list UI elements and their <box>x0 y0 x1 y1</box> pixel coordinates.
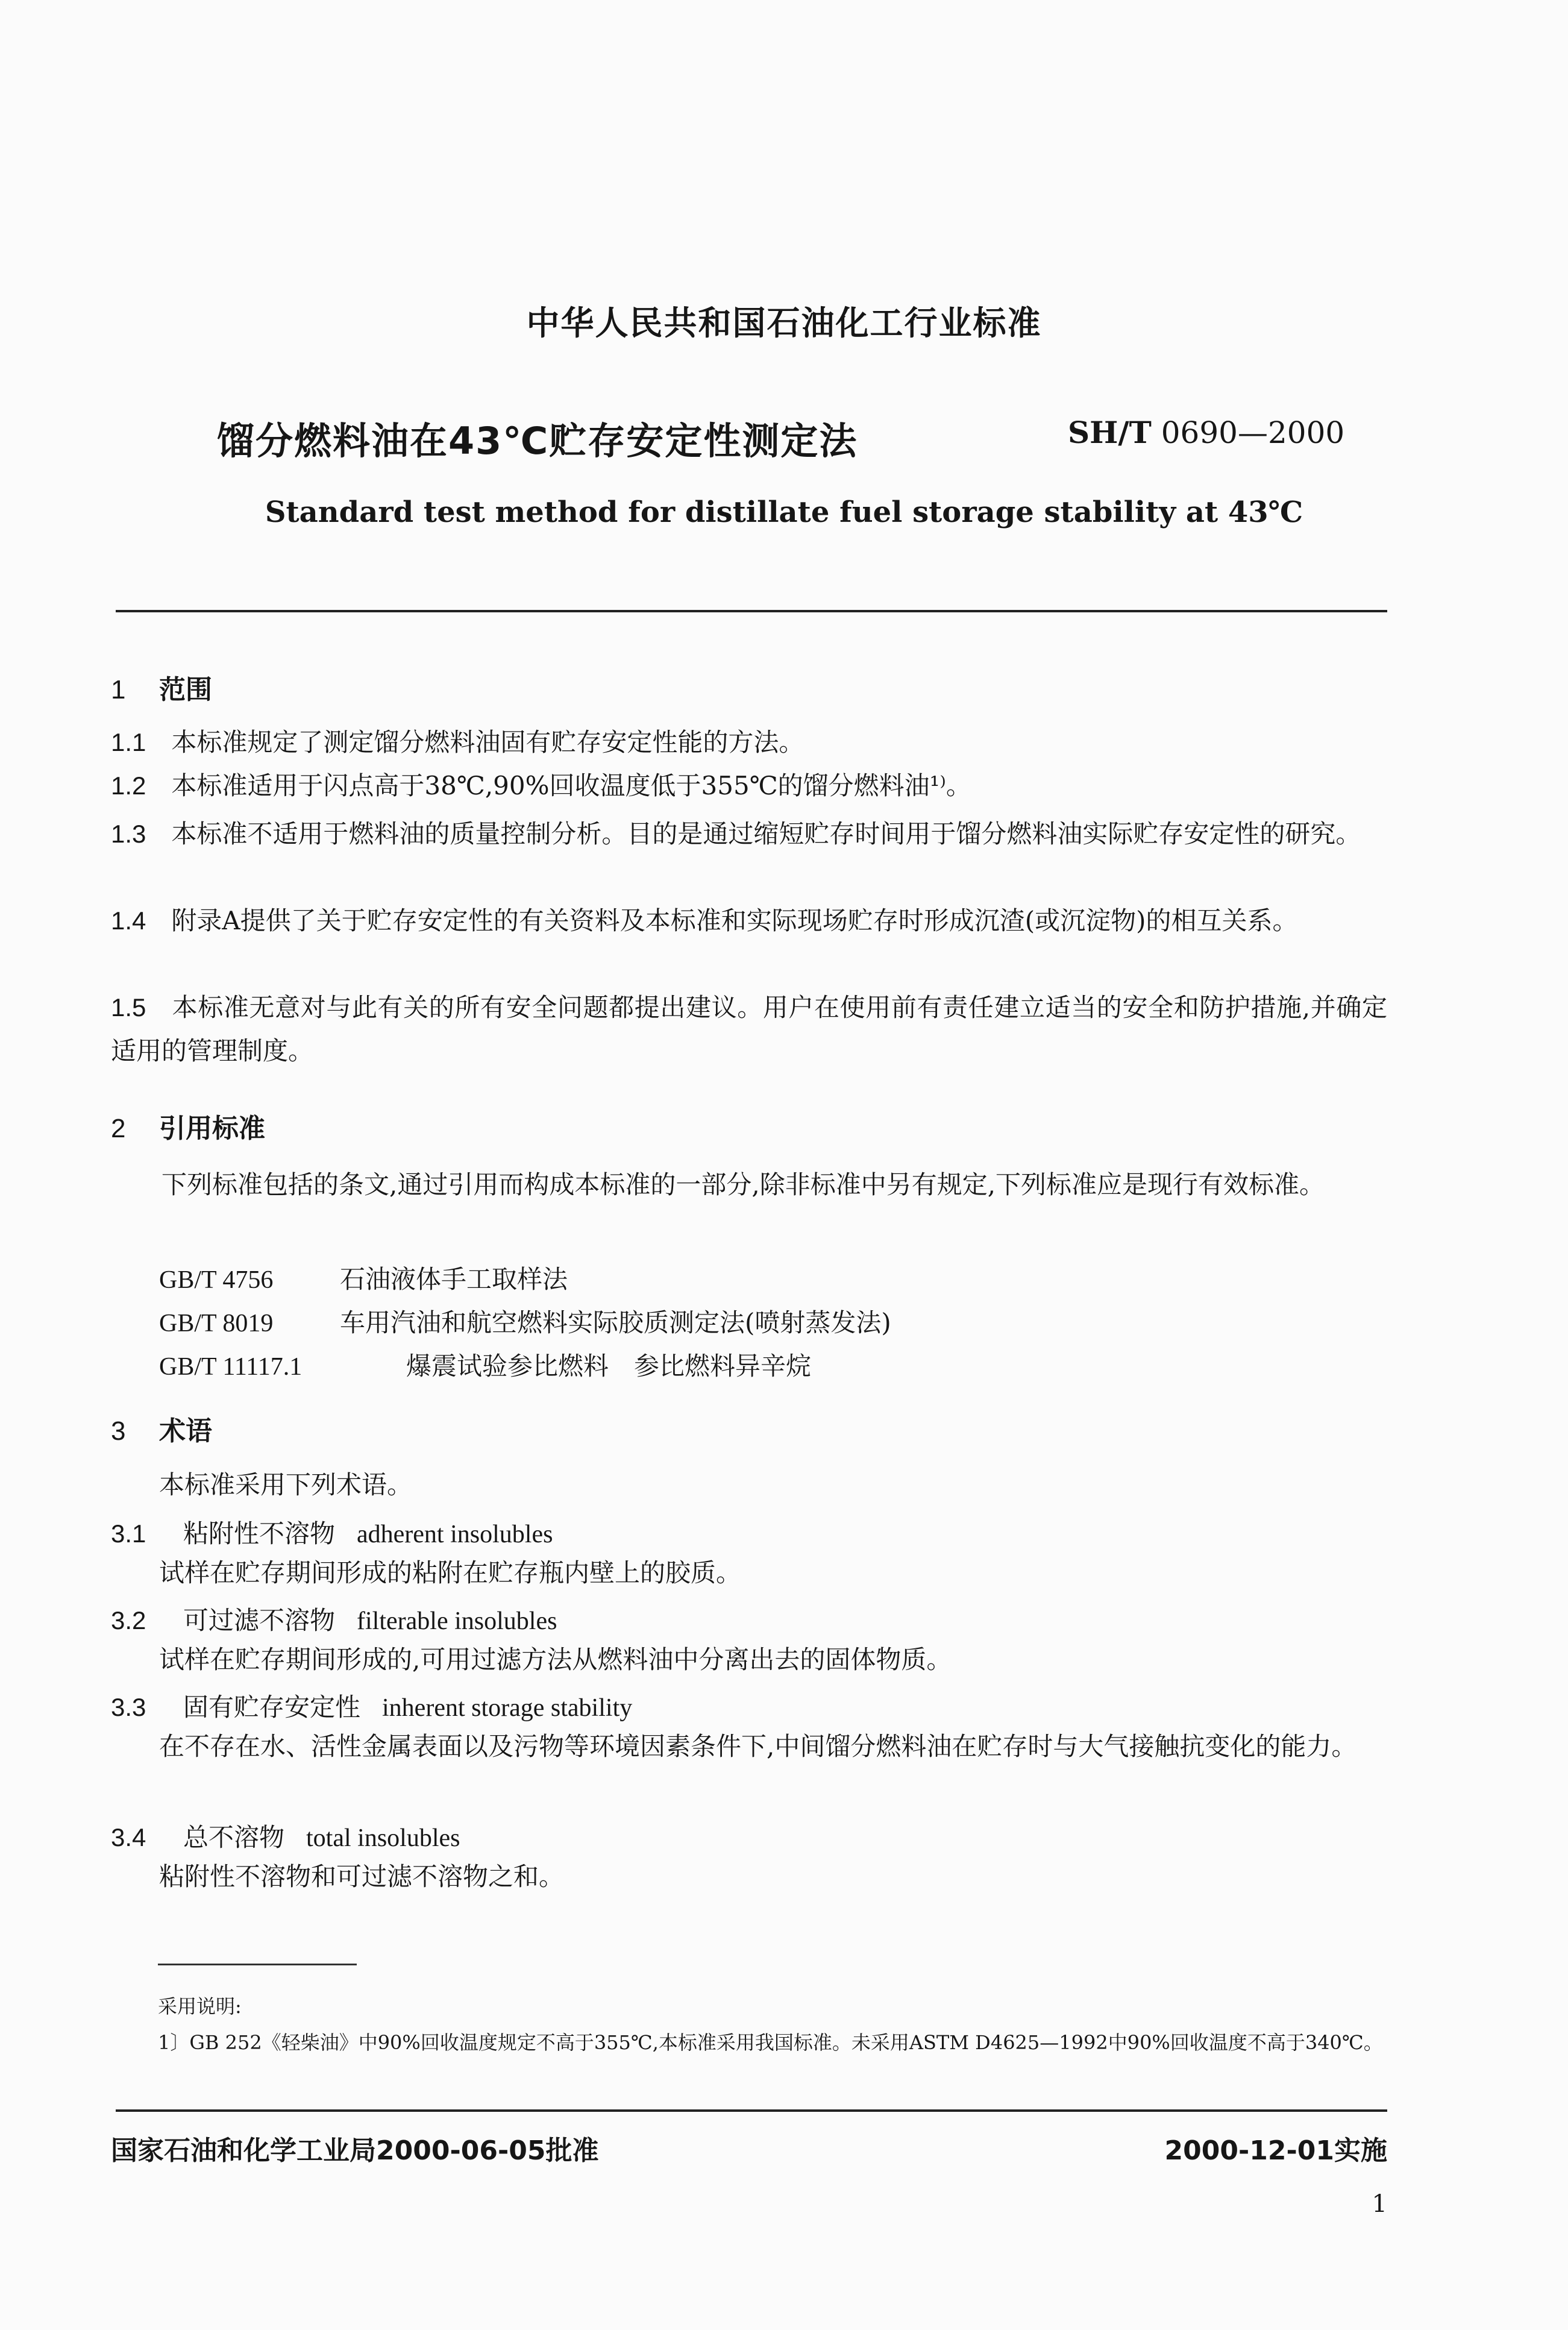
term-3-2-definition: 试样在贮存期间形成的,可用过滤方法从燃料油中分离出去的固体物质。 <box>159 1645 952 1674</box>
footnote-text: 1〕GB 252《轻柴油》中90%回收温度规定不高于355℃,本标准采用我国标准。未采用ASTM D4625—1992中90%回收温度不高于340℃。 <box>158 2031 1383 2054</box>
clause-1-3: 1.3 本标准不适用于燃料油的质量控制分析。目的是通过缩短贮存时间用于馏分燃料油实际贮存安定性的研究。 <box>111 819 1361 849</box>
reference-standard: GB/T 8019 车用汽油和航空燃料实际胶质测定法(喷射蒸发法) <box>159 1308 891 1337</box>
term-3-1-definition: 试样在贮存期间形成的粘附在贮存瓶内壁上的胶质。 <box>159 1558 742 1587</box>
term-3-2: 3.2 可过滤不溶物 filterable insolubles <box>111 1606 557 1635</box>
approval-date: 国家石油和化学工业局2000-06-05批准 <box>111 2135 599 2166</box>
header-divider <box>116 610 1387 612</box>
document-title-en: Standard test method for distillate fuel storage stability at 43℃ <box>265 495 1303 529</box>
section-3-heading: 3 术语 <box>111 1416 212 1446</box>
standard-code-prefix: SH/T <box>1068 415 1152 450</box>
reference-standard: GB/T 11117.1 爆震试验参比燃料 参比燃料异辛烷 <box>159 1351 812 1381</box>
standard-code <box>1068 415 1344 450</box>
clause-1-4: 1.4 附录A提供了关于贮存安定性的有关资料及本标准和实际现场贮存时形成沉渣(或沉淀物)的相互关系。 <box>111 906 1298 935</box>
reference-standard: GB/T 4756 石油液体手工取样法 <box>159 1264 568 1294</box>
clause-1-2: 1.2 本标准适用于闪点高于38℃,90%回收温度低于355℃的馏分燃料油¹⁾。 <box>111 771 971 800</box>
term-3-4-definition: 粘附性不溶物和可过滤不溶物之和。 <box>159 1862 565 1891</box>
document-title-cn: 馏分燃料油在43℃贮存安定性测定法 <box>217 419 858 463</box>
footnote-divider <box>158 1964 357 1965</box>
term-3-4: 3.4 总不溶物 total insolubles <box>111 1823 460 1852</box>
term-3-3-definition: 在不存在水、活性金属表面以及污物等环境因素条件下,中间馏分燃料油在贮存时与大气接触抗变化的能力。 <box>159 1732 1357 1761</box>
footer-divider <box>116 2109 1387 2112</box>
standard-code-number: 0690—2000 <box>1161 415 1345 450</box>
section-1-heading: 1 范围 <box>111 674 212 705</box>
issuing-organization: 中华人民共和国石油化工行业标准 <box>526 304 1042 342</box>
effective-date: 2000-12-01实施 <box>1164 2135 1387 2166</box>
term-3-3: 3.3 固有贮存安定性 inherent storage stability <box>111 1692 633 1722</box>
section-3-intro: 本标准采用下列术语。 <box>159 1470 413 1499</box>
section-2-heading: 2 引用标准 <box>111 1113 265 1144</box>
clause-1-5: 1.5 本标准无意对与此有关的所有安全问题都提出建议。用户在使用前有责任建立适当的安全和防护措施,并确定适用的管理制度。 <box>111 993 1387 1066</box>
term-3-1: 3.1 粘附性不溶物 adherent insolubles <box>111 1519 553 1548</box>
clause-1-1: 1.1 本标准规定了测定馏分燃料油固有贮存安定性能的方法。 <box>111 727 804 757</box>
page-number: 1 <box>1372 2190 1387 2218</box>
section-2-intro: 下列标准包括的条文,通过引用而构成本标准的一部分,除非标准中另有规定,下列标准应是现行有效标准。 <box>162 1170 1325 1199</box>
footnote-label: 采用说明: <box>158 1995 242 2018</box>
